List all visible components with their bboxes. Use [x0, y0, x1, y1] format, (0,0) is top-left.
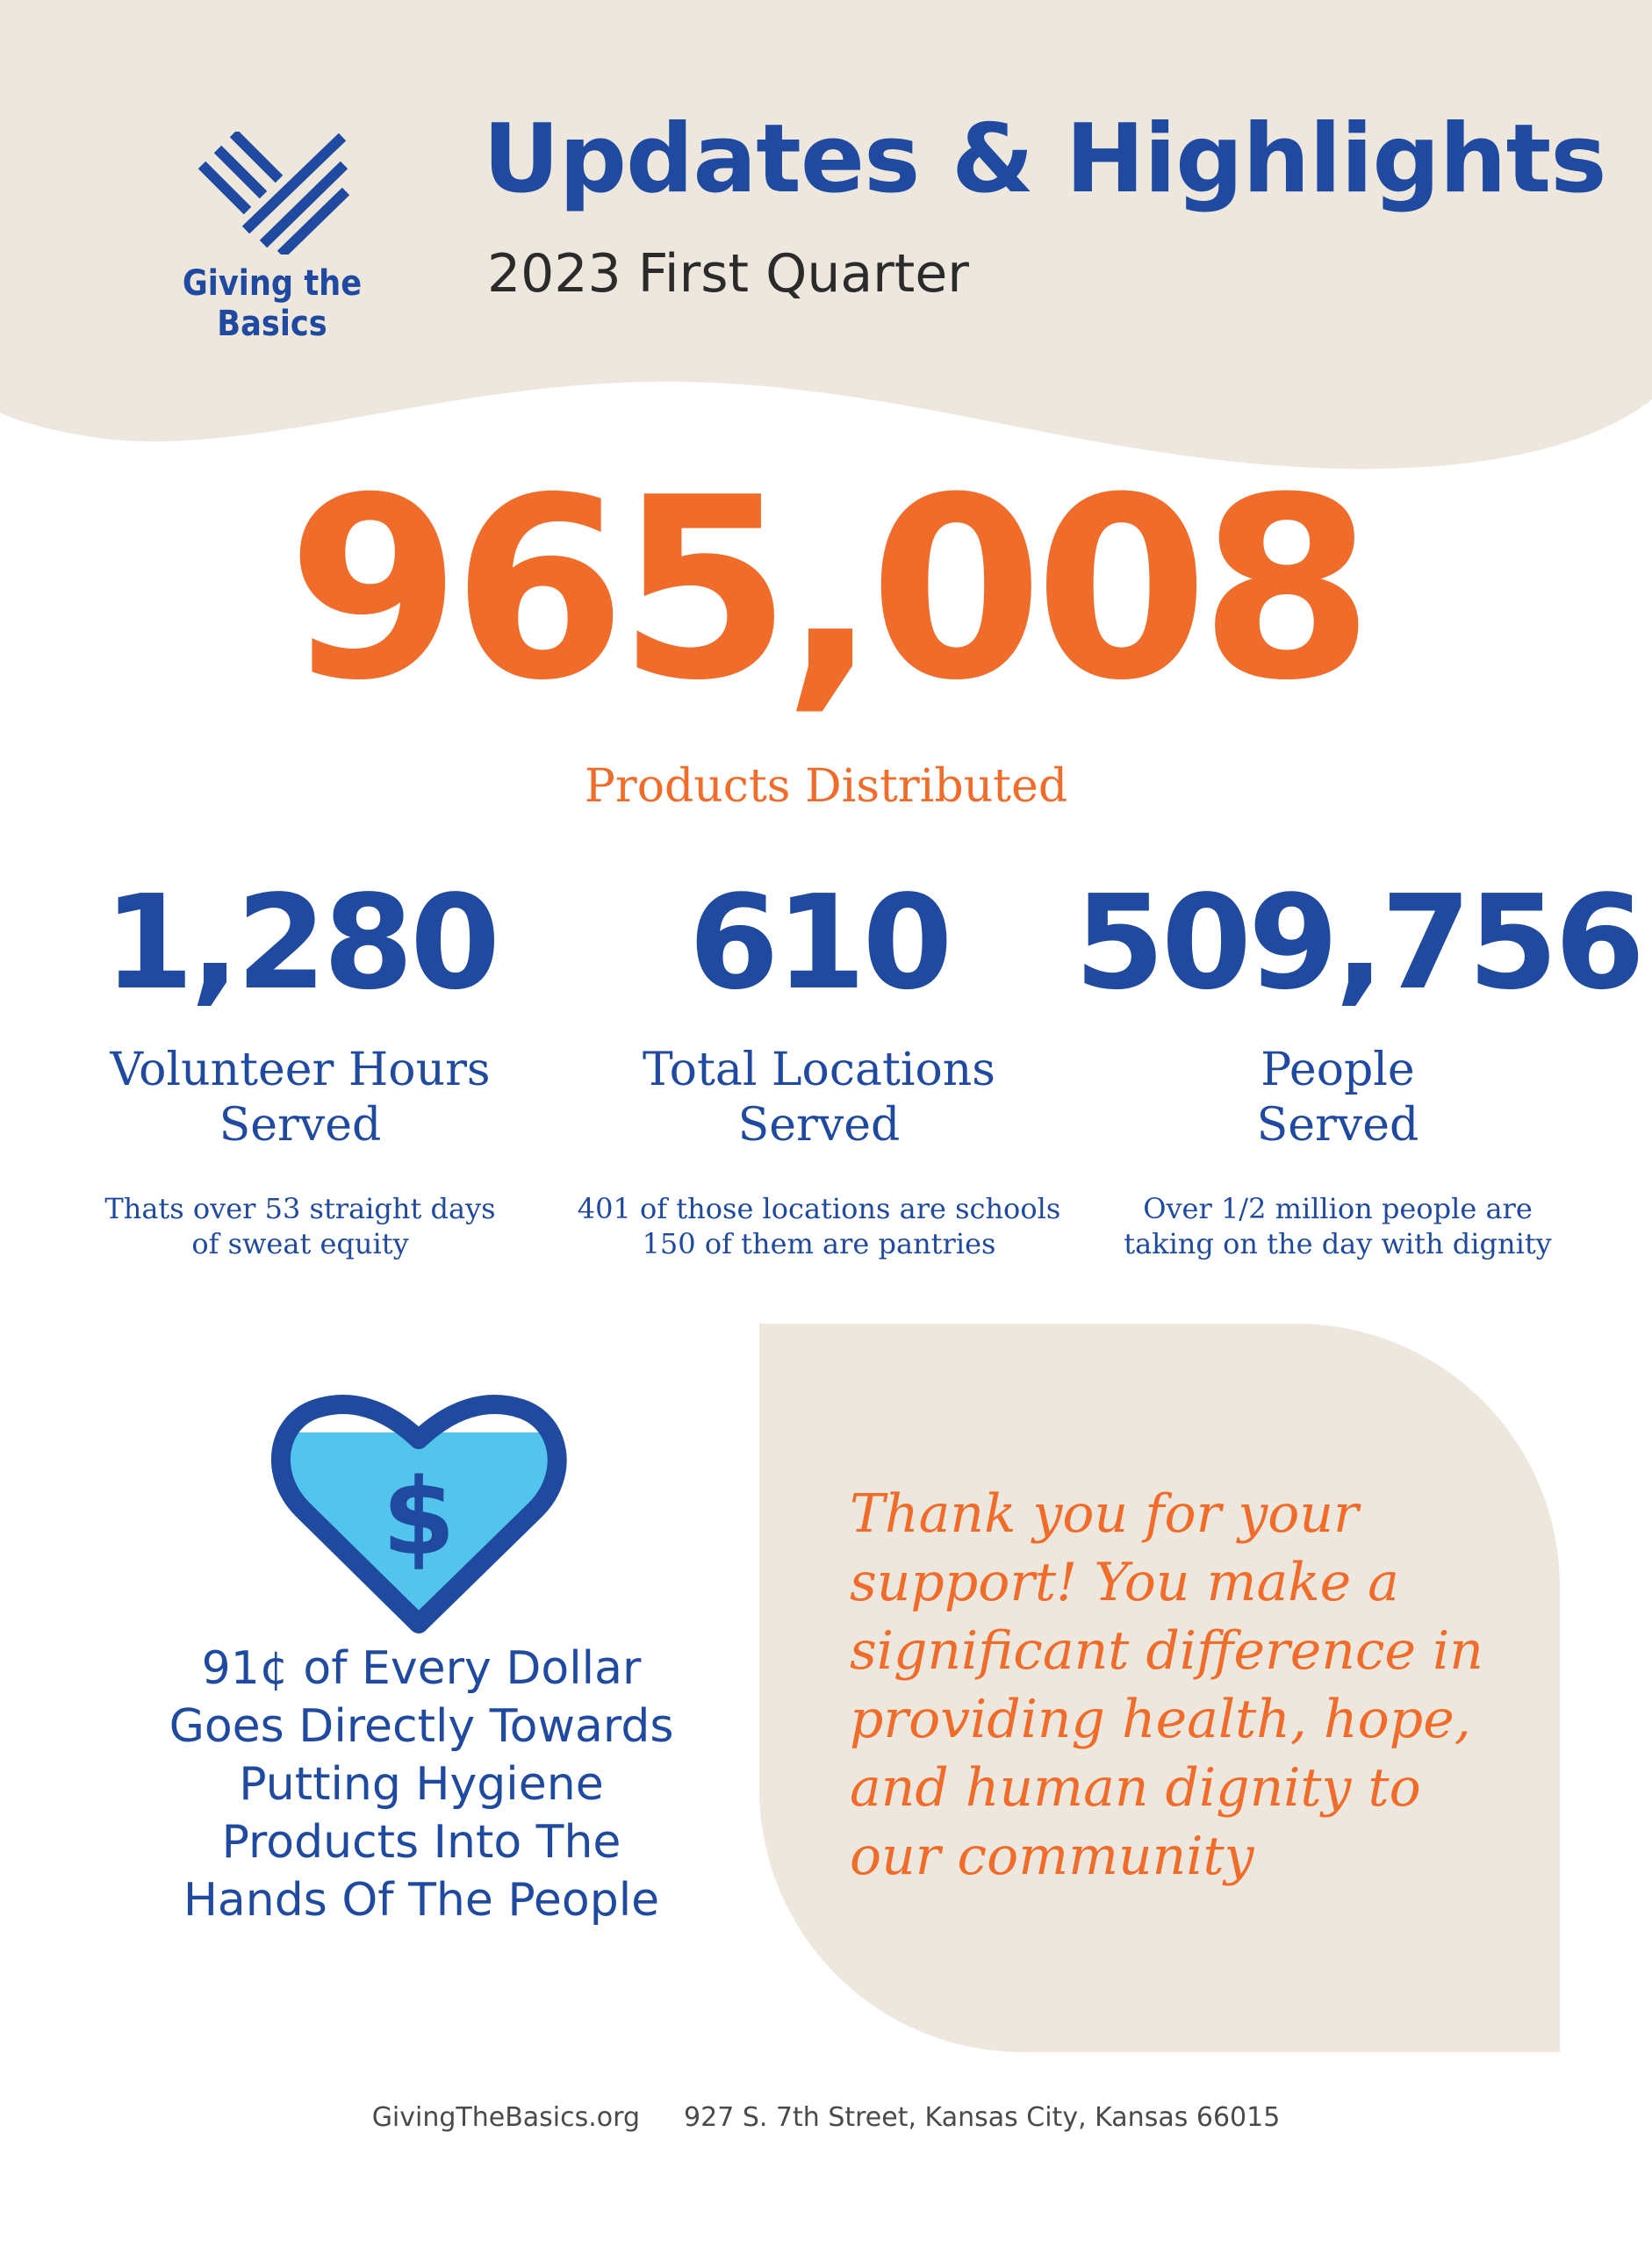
donation-line: Hands Of The People [183, 1874, 660, 1928]
page-subtitle: 2023 First Quarter [487, 243, 969, 305]
stat-note-line: of sweat equity [191, 1226, 409, 1260]
stat-label-line: Served [219, 1099, 382, 1152]
stat-label-line: People [1261, 1044, 1415, 1096]
thank-you-line: support! You make a [850, 1552, 1399, 1613]
stat-label [556, 1043, 1082, 1154]
stat-note-line: Thats over 53 straight days [104, 1191, 496, 1225]
stat-note [37, 1191, 564, 1261]
heart-dollar-icon [268, 1387, 571, 1650]
stat-note-line: taking on the day with dignity [1124, 1226, 1552, 1260]
donation-line: Products Into The [221, 1816, 621, 1870]
thank-you-line: Thank you for your [850, 1483, 1359, 1545]
stat-label-line: Served [1256, 1099, 1419, 1152]
stat-note [1074, 1191, 1601, 1261]
donation-line: 91¢ of Every Dollar [201, 1642, 642, 1695]
stat-note-line: 401 of those locations are schools [577, 1191, 1061, 1225]
stat-value: 610 [688, 867, 950, 1018]
footer [0, 2102, 1652, 2133]
stat-note-line: Over 1/2 million people are [1143, 1191, 1533, 1225]
thank-you-line: and human dignity to [850, 1757, 1421, 1819]
donation-line: Putting Hygiene [239, 1758, 604, 1812]
stat-people-served [1074, 867, 1642, 1261]
donation-line: Goes Directly Towards [169, 1700, 674, 1754]
brand-logo [114, 132, 430, 344]
headline-value: 965,008 [286, 444, 1366, 736]
stat-label-line: Served [737, 1099, 901, 1152]
thank-you-message [850, 1480, 1534, 1891]
brand-name: Giving the Basics [182, 263, 363, 344]
headline-label: Products Distributed [584, 760, 1068, 813]
donation-statement [123, 1640, 720, 1929]
svg-text:$: $ [382, 1457, 456, 1579]
stat-note [556, 1191, 1082, 1261]
thank-you-line: our community [850, 1826, 1254, 1887]
stat-label [37, 1043, 564, 1154]
stat-label [1074, 1043, 1601, 1154]
stat-label-line: Volunteer Hours [110, 1044, 491, 1096]
footer-address: 927 S. 7th Street, Kansas City, Kansas 66015 [684, 2102, 1281, 2133]
footer-website-link[interactable]: GivingTheBasics.org [371, 2102, 641, 2133]
page-title: Updates & Highlights [483, 104, 1606, 214]
stat-volunteer-hours [37, 867, 564, 1261]
thank-you-line: providing health, hope, [850, 1689, 1471, 1750]
stat-total-locations [556, 867, 1082, 1261]
stat-value: 1,280 [103, 867, 498, 1018]
stat-value: 509,756 [1074, 867, 1642, 1018]
stat-note-line: 150 of them are pantries [642, 1226, 996, 1260]
thank-you-line: significant difference in [850, 1620, 1483, 1682]
heart-stripes-icon [193, 132, 351, 255]
stat-label-line: Total Locations [643, 1044, 995, 1096]
